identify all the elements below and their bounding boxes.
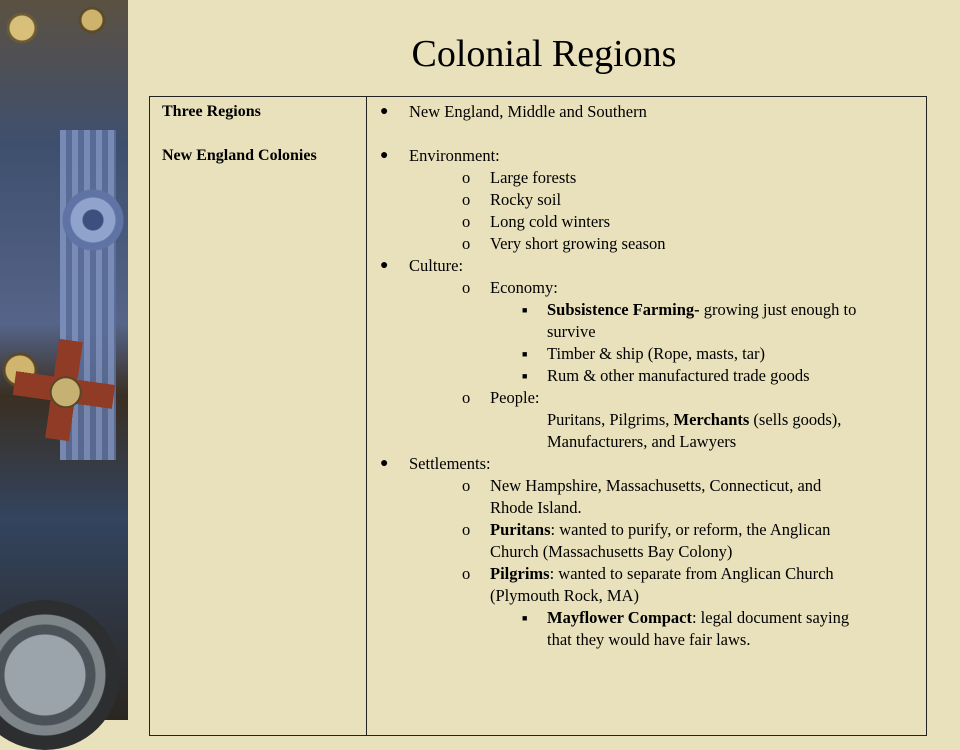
list-item: ● New England, Middle and Southern [380, 102, 647, 121]
label-three-regions: Three Regions [162, 103, 261, 120]
label-new-england: New England Colonies [162, 147, 317, 164]
circle-bullet-icon: o [462, 278, 471, 297]
square-bullet-icon: ■ [522, 371, 528, 381]
list-item: ■ Mayflower Compact: legal document saying [522, 608, 850, 627]
bullet-icon: ● [380, 148, 389, 163]
circle-bullet-icon: o [462, 168, 471, 187]
circle-bullet-icon: o [462, 564, 471, 583]
slide-title: Colonial Regions [411, 33, 677, 75]
list-item: ■ Subsistence Farming- growing just enough to [522, 300, 857, 319]
circle-bullet-icon: o [462, 476, 471, 495]
list-item: ● Culture: [380, 256, 464, 275]
list-item: ● Settlements: [380, 454, 491, 473]
rosette-image [62, 180, 124, 260]
list-item-continuation: Puritans, Pilgrims, Merchants (sells goods), [547, 410, 842, 429]
list-item: ● Environment: [380, 146, 500, 165]
right-column [380, 101, 920, 651]
list-item: o New Hampshire, Massachusetts, Connecticut, and [462, 476, 822, 495]
left-column [162, 101, 362, 167]
decorative-photo-strip [0, 0, 128, 720]
list-item: o Very short growing season [462, 234, 666, 253]
medal-cross-image [8, 334, 121, 447]
square-bullet-icon: ■ [522, 349, 528, 359]
list-item-continuation: survive [547, 322, 596, 341]
bullet-icon: ● [380, 104, 389, 119]
content-table [149, 96, 927, 736]
circle-bullet-icon: o [462, 212, 471, 231]
circle-bullet-icon: o [462, 234, 471, 253]
list-item: o People: [462, 388, 540, 407]
list-item: o Long cold winters [462, 212, 611, 231]
square-bullet-icon: ■ [522, 305, 528, 315]
list-item: o Pilgrims: wanted to separate from Anglican Church [462, 564, 834, 583]
column-divider [366, 97, 367, 735]
list-item: o Large forests [462, 168, 577, 187]
circle-bullet-icon: o [462, 190, 471, 209]
list-item: o Economy: [462, 278, 558, 297]
bullet-icon: ● [380, 456, 389, 471]
list-item-continuation: Church (Massachusetts Bay Colony) [490, 542, 733, 561]
compass-image [0, 600, 120, 750]
list-item-continuation: that they would have fair laws. [547, 630, 751, 649]
list-item: o Puritans: wanted to purify, or reform, the Anglican [462, 520, 831, 539]
bullet-icon: ● [380, 258, 389, 273]
list-item-continuation: (Plymouth Rock, MA) [490, 586, 639, 605]
circle-bullet-icon: o [462, 388, 471, 407]
list-item: ■ Timber & ship (Rope, masts, tar) [522, 344, 766, 363]
list-item: o Rocky soil [462, 190, 562, 209]
square-bullet-icon: ■ [522, 613, 528, 623]
circle-bullet-icon: o [462, 520, 471, 539]
list-item-continuation: Manufacturers, and Lawyers [547, 432, 737, 451]
list-item: ■ Rum & other manufactured trade goods [522, 366, 810, 385]
list-item-continuation: Rhode Island. [490, 498, 582, 517]
